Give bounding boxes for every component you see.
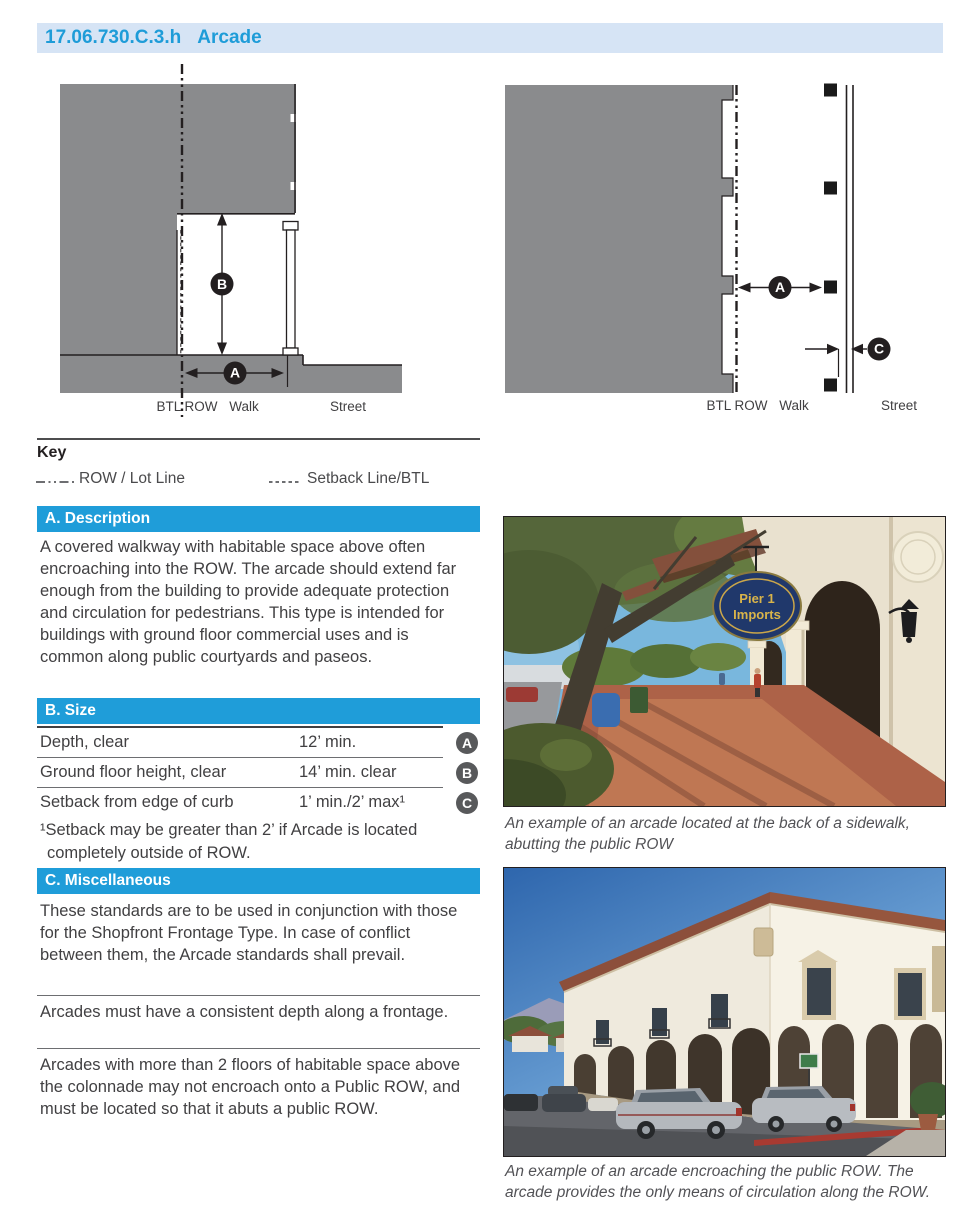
badge-a: A (456, 732, 478, 754)
label-walk: Walk (229, 399, 259, 414)
misc-paragraph: These standards are to be used in conjunction with those for the Shopfront Frontage Type. In case of conflict between them, the Arcade standards shall prevail. (40, 902, 458, 964)
arrowhead-down-icon (217, 343, 227, 356)
badge-b: B (456, 762, 478, 784)
label-btl-row: BTL ROW (706, 398, 768, 413)
row-value: 14’ min. clear (299, 763, 397, 781)
row-value: 1’ min./2’ max¹ (299, 793, 406, 811)
sign-text-line1: Pier 1 (739, 591, 775, 606)
section-name: Arcade (197, 27, 262, 48)
misc-divider (37, 1048, 480, 1049)
key-title: Key (37, 444, 67, 461)
arrowhead-left-icon (738, 283, 751, 293)
arrowhead-right-icon (827, 344, 839, 354)
photo-arcade-encroaching-image (504, 868, 945, 1156)
photo-arcade-sidewalk (503, 516, 946, 807)
misc-divider (37, 995, 480, 996)
column-base (283, 348, 298, 355)
photo-arcade-sidewalk-image (504, 517, 945, 806)
row-label: Ground floor height, clear (40, 763, 227, 781)
row-label: Depth, clear (40, 733, 129, 751)
sidewalk-ground (60, 355, 303, 393)
arcade-plan-diagram (505, 60, 945, 432)
key-rule (37, 438, 480, 440)
svg-text:A: A (774, 279, 786, 296)
misc-paragraph: Arcades with more than 2 floors of habitable space above the colonnade may not encroach onto a Public ROW, and must be located so that it abuts a public ROW. (40, 1056, 461, 1118)
photo-caption: An example of an arcade encroaching the public ROW. The arcade provides the only means of circulation along the ROW. (505, 1163, 931, 1201)
badge-c: C (456, 792, 478, 814)
section-header-misc: C. Miscellaneous (37, 868, 480, 894)
column-plan (824, 84, 837, 97)
setback-line-symbol (269, 478, 299, 486)
svg-text:A: A (229, 364, 241, 381)
page-title (37, 23, 943, 53)
arcade-section-diagram (37, 60, 480, 432)
row-label: Setback from edge of curb (40, 793, 234, 811)
column-plan (824, 182, 837, 195)
building-mass-upper (60, 84, 296, 213)
arrowhead-up-icon (217, 213, 227, 226)
label-street: Street (880, 398, 918, 413)
building-mass-plan (505, 85, 733, 393)
building-face-outline (722, 85, 733, 393)
key-item-setback-line: Setback Line/BTL (307, 470, 430, 487)
section-header-size: B. Size (37, 698, 480, 724)
column-capital (283, 222, 298, 231)
row-lot-line-symbol (36, 478, 74, 486)
misc-paragraph: Arcades must have a consistent depth along a frontage. (40, 1003, 449, 1021)
label-street: Street (329, 399, 367, 414)
size-table-top-rule (37, 726, 443, 728)
description-body: A covered walkway with habitable space above often encroaching into the ROW. The arcade should extend far enough from the building to provide adequate protection and circulation for pedestrians. This type is intended for buildings with ground floor commercial uses and is common along public courtyards and paseos. (40, 538, 457, 666)
street-ground (303, 365, 402, 393)
svg-text:B: B (216, 276, 228, 292)
size-footnote: ¹Setback may be greater than 2’ if Arcade is located completely outside of ROW. (40, 821, 418, 862)
column-shaft (287, 230, 296, 348)
table-row-setback-curb (37, 789, 480, 817)
row-value: 12’ min. (299, 733, 357, 751)
table-row-ground-floor-height (37, 759, 480, 787)
arrowhead-right-icon (810, 283, 823, 293)
photo-arcade-encroaching (503, 867, 946, 1157)
label-walk: Walk (779, 398, 809, 413)
column-plan (824, 379, 837, 392)
svg-text:C: C (873, 340, 885, 357)
table-row-depth (37, 729, 480, 757)
column-plan (824, 281, 837, 294)
table-divider (37, 757, 443, 758)
table-divider (37, 787, 443, 788)
photo-caption: An example of an arcade located at the back of a sidewalk, abutting the public ROW (505, 815, 910, 853)
sign-text-line2: Imports (733, 607, 781, 622)
building-mass-left (60, 213, 177, 355)
section-code: 17.06.730.C.3.h (45, 27, 182, 48)
key-item-row-lot-line: ROW / Lot Line (79, 470, 185, 487)
section-header-description: A. Description (37, 506, 480, 532)
label-btl-row: BTL ROW (156, 399, 218, 414)
